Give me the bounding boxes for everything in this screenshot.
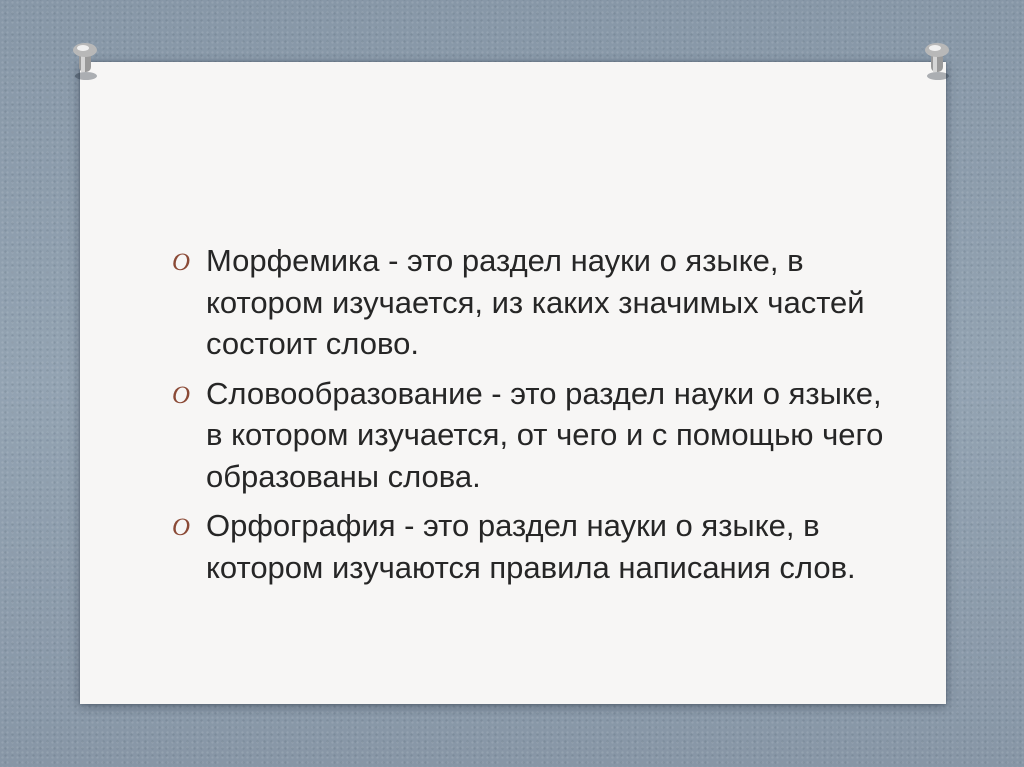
pushpin-icon [66,38,102,82]
bullet-marker-icon: O [172,381,191,409]
bullet-marker-icon: O [172,249,191,276]
list-item [166,373,886,498]
bullet-marker-icon: O [172,514,191,541]
list-item [166,505,886,588]
pushpin-icon [918,38,954,82]
bullet-list [166,240,886,596]
bullet-text: Орфография - это раздел науки о языке, в котором изучаются правила написания слов. [206,508,856,585]
bullet-text: Словообразование - это раздел науки о языке, в котором изучается, от чего и с помощью чего образованы слова. [206,375,884,494]
list-item [166,240,886,365]
bullet-text: Морфемика - это раздел науки о языке, в котором изучается, из каких значимых частей состоит слово. [206,243,865,361]
